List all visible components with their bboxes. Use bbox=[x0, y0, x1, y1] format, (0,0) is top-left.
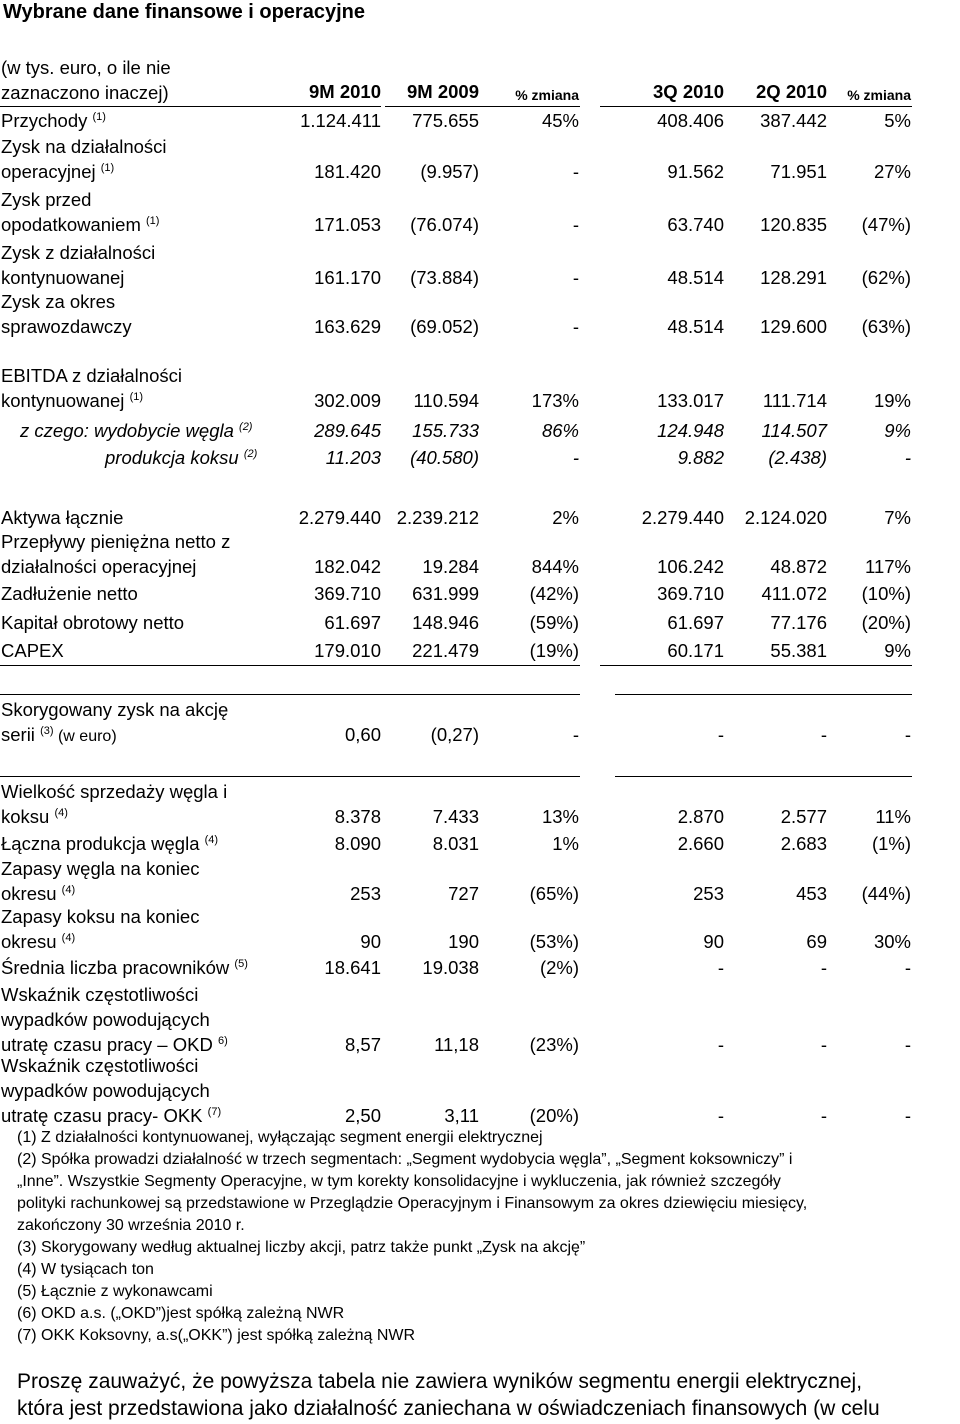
table-cell: 48.872 bbox=[770, 556, 827, 577]
table-cell: 171.053 bbox=[314, 214, 381, 235]
footnote-ref: (1) bbox=[100, 161, 115, 174]
row-label-text: sprawozdawczy bbox=[1, 316, 132, 337]
footnote-ref: (2) bbox=[239, 420, 253, 433]
table-cell: (23%) bbox=[529, 1034, 579, 1055]
table-cell: 408.406 bbox=[657, 110, 724, 131]
row-label bbox=[1, 187, 91, 212]
table-row bbox=[0, 363, 960, 413]
header-rule bbox=[0, 106, 381, 107]
table-cell: 27% bbox=[873, 161, 911, 182]
table-cell: - bbox=[717, 1034, 724, 1055]
table-cell: 117% bbox=[865, 556, 911, 577]
row-label-text: EBITDA z działalności bbox=[1, 365, 182, 386]
table-cell: 90 bbox=[703, 931, 724, 952]
table-cell: 387.442 bbox=[760, 110, 827, 131]
table-cell: 30% bbox=[873, 931, 911, 952]
row-label bbox=[1, 638, 64, 663]
table-cell: 2,50 bbox=[344, 1105, 381, 1126]
table-row bbox=[0, 581, 960, 606]
table-row bbox=[0, 697, 960, 747]
table-row bbox=[0, 638, 960, 663]
row-label bbox=[1, 610, 184, 635]
table-cell: (65%) bbox=[529, 883, 579, 904]
row-label bbox=[1, 804, 68, 829]
row-label bbox=[1, 1053, 198, 1078]
table-cell: 120.835 bbox=[760, 214, 827, 235]
table-cell: 7.433 bbox=[432, 806, 479, 827]
table-cell: 148.946 bbox=[412, 612, 479, 633]
table-row bbox=[0, 240, 960, 290]
table-cell: 369.710 bbox=[314, 583, 381, 604]
table-cell: 114.507 bbox=[761, 420, 827, 441]
row-label-text: Zysk z działalności bbox=[1, 242, 156, 263]
table-cell: 19% bbox=[873, 390, 911, 411]
table-cell: 5% bbox=[884, 110, 911, 131]
table-cell: 8.031 bbox=[432, 833, 479, 854]
table-cell: 61.697 bbox=[324, 612, 381, 633]
footnote-line: (2) Spółka prowadzi działalność w trzech segmentach: „Segment wydobycia węgla”, „Segment koksowniczy” i bbox=[17, 1151, 793, 1168]
table-row bbox=[0, 982, 960, 1057]
row-label-text: serii bbox=[1, 724, 35, 745]
table-cell: (76.074) bbox=[410, 214, 479, 235]
footnote-line: (1) Z działalności kontynuowanej, wyłączając segment energii elektrycznej bbox=[17, 1129, 543, 1146]
table-cell: (19%) bbox=[529, 640, 579, 661]
table-cell: (44%) bbox=[861, 883, 911, 904]
table-cell: (10%) bbox=[861, 583, 911, 604]
table-cell: - bbox=[717, 1105, 724, 1126]
table-cell: - bbox=[572, 267, 579, 288]
table-cell: 2% bbox=[552, 507, 579, 528]
table-cell: 253 bbox=[350, 883, 381, 904]
footnote-ref: (7) bbox=[207, 1105, 222, 1118]
row-label bbox=[1, 856, 199, 881]
row-label bbox=[1, 529, 230, 554]
table-cell: 86% bbox=[541, 420, 579, 441]
row-label-text: Zysk na działalności bbox=[1, 136, 167, 157]
row-label bbox=[1, 955, 248, 980]
table-cell: (20%) bbox=[529, 1105, 579, 1126]
table-cell: 0,60 bbox=[344, 724, 381, 745]
unit-note-line1: (w tys. euro, o ile nie bbox=[1, 57, 171, 78]
row-label-text: wypadków powodujących bbox=[1, 1080, 210, 1101]
table-row bbox=[0, 505, 960, 530]
footnote-ref: (4) bbox=[61, 883, 76, 896]
table-cell: (0,27) bbox=[430, 724, 479, 745]
table-cell: 110.594 bbox=[413, 390, 479, 411]
row-label bbox=[1, 982, 198, 1007]
row-label bbox=[1, 1103, 221, 1128]
row-label-text: Wskaźnik częstotliwości bbox=[1, 1055, 199, 1076]
row-label-text: Łączna produkcja węgla bbox=[1, 833, 200, 854]
table-cell: - bbox=[904, 1105, 911, 1126]
eps-top-rule-left bbox=[0, 694, 580, 695]
table-cell: 124.948 bbox=[657, 420, 724, 441]
table-cell: (63%) bbox=[861, 316, 911, 337]
table-cell: 63.740 bbox=[667, 214, 724, 235]
table-cell: 1% bbox=[552, 833, 579, 854]
table-cell: 2.279.440 bbox=[298, 507, 381, 528]
row-label-text: Wielkość sprzedaży węgla i bbox=[1, 781, 228, 802]
table-cell: 844% bbox=[531, 556, 579, 577]
row-label-text: Przychody bbox=[1, 110, 88, 131]
table-cell: 90 bbox=[360, 931, 381, 952]
page-title: Wybrane dane finansowe i operacyjne bbox=[3, 1, 365, 23]
row-label-text: koksu bbox=[1, 806, 50, 827]
table-header bbox=[0, 55, 960, 105]
col-header-9m2010: 9M 2010 bbox=[309, 81, 381, 102]
table-cell: 11.203 bbox=[325, 447, 381, 468]
footnote-ref: (4) bbox=[204, 833, 219, 846]
table-cell: 8.090 bbox=[334, 833, 381, 854]
row-label bbox=[105, 445, 257, 470]
table-cell: - bbox=[904, 1034, 911, 1055]
table-cell: 775.655 bbox=[412, 110, 479, 131]
table-cell: 2.279.440 bbox=[641, 507, 724, 528]
footnote-line: (6) OKD a.s. („OKD”)jest spółką zależną NWR bbox=[17, 1305, 345, 1322]
table-cell: 727 bbox=[448, 883, 479, 904]
table-cell: - bbox=[717, 724, 724, 745]
table-cell: 48.514 bbox=[667, 267, 724, 288]
col-header-change-9m: % zmiana bbox=[515, 87, 579, 103]
footnote-ref: (4) bbox=[54, 806, 68, 819]
row-label-text: kontynuowanej bbox=[1, 267, 125, 288]
row-label bbox=[1, 108, 106, 133]
table-cell: - bbox=[904, 957, 911, 978]
table-cell: - bbox=[820, 724, 827, 745]
table-cell: 9.882 bbox=[677, 447, 724, 468]
table-cell: 69 bbox=[806, 931, 827, 952]
table-cell: 19.284 bbox=[422, 556, 479, 577]
table-cell: - bbox=[820, 1034, 827, 1055]
table-cell: - bbox=[904, 447, 911, 468]
table-cell: 631.999 bbox=[412, 583, 479, 604]
footnote-ref: (3) bbox=[40, 724, 54, 737]
col-header-9m2009: 9M 2009 bbox=[407, 81, 479, 102]
table-row bbox=[0, 445, 960, 470]
footnote-ref: (4) bbox=[61, 931, 76, 944]
table-cell: - bbox=[820, 957, 827, 978]
table-cell: 182.042 bbox=[314, 556, 381, 577]
table-cell: (47%) bbox=[861, 214, 911, 235]
row-label bbox=[1, 314, 132, 339]
table-cell: 163.629 bbox=[314, 316, 381, 337]
row-label bbox=[1, 159, 114, 184]
row-label-text: wypadków powodujących bbox=[1, 1009, 210, 1030]
row-label-text: Skorygowany zysk na akcję bbox=[1, 699, 229, 720]
row-label-text: Zapasy koksu na koniec bbox=[1, 906, 200, 927]
row-label bbox=[1, 212, 159, 237]
header-rule-mid bbox=[385, 106, 580, 107]
table-cell: 45% bbox=[541, 110, 579, 131]
row-label-text: Aktywa łącznie bbox=[1, 507, 124, 528]
table-cell: - bbox=[717, 957, 724, 978]
table-cell: 173% bbox=[531, 390, 579, 411]
row-label bbox=[1, 363, 182, 388]
row-label bbox=[1, 831, 218, 856]
table-cell: 7% bbox=[884, 507, 911, 528]
footnote-line: polityki rachunkowej są przedstawione w Przeglądzie Operacyjnym i Finansowym za okres dziewięciu miesięcy, bbox=[17, 1195, 808, 1212]
table-cell: 8,57 bbox=[344, 1034, 381, 1055]
table-cell: 161.170 bbox=[314, 267, 381, 288]
table-cell: (20%) bbox=[861, 612, 911, 633]
row-label-text: Zysk za okres bbox=[1, 291, 116, 312]
table-row bbox=[0, 610, 960, 635]
table-cell: 48.514 bbox=[667, 316, 724, 337]
table-cell: 71.951 bbox=[770, 161, 827, 182]
table-cell: (53%) bbox=[529, 931, 579, 952]
capex-rule-left bbox=[0, 665, 580, 666]
row-label-text: Wskaźnik częstotliwości bbox=[1, 984, 199, 1005]
row-label bbox=[1, 881, 75, 906]
table-cell: 11% bbox=[875, 806, 911, 827]
eps-bottom-rule-right bbox=[615, 776, 912, 777]
table-cell: - bbox=[572, 214, 579, 235]
table-cell: 8.378 bbox=[334, 806, 381, 827]
footnote-ref: (1) bbox=[129, 390, 144, 403]
row-label-text: operacyjnej bbox=[1, 161, 96, 182]
closing-line: która jest przedstawiona jako działalność zaniechana w oświadczeniach finansowych (w celu bbox=[17, 1397, 880, 1420]
row-label-text: Przepływy pieniężna netto z bbox=[1, 531, 231, 552]
table-cell: 77.176 bbox=[770, 612, 827, 633]
row-label bbox=[1, 581, 138, 606]
table-cell: 155.733 bbox=[412, 420, 479, 441]
table-row bbox=[0, 955, 960, 980]
row-label-text: działalności operacyjnej bbox=[1, 556, 197, 577]
row-label bbox=[1, 697, 228, 722]
table-cell: 1.124.411 bbox=[300, 110, 381, 131]
col-header-change-q: % zmiana bbox=[847, 87, 911, 103]
row-label bbox=[1, 240, 155, 265]
table-cell: - bbox=[572, 316, 579, 337]
table-row bbox=[0, 831, 960, 856]
row-label bbox=[20, 418, 252, 443]
row-label bbox=[1, 1078, 210, 1103]
row-label-text: okresu bbox=[1, 931, 57, 952]
table-cell: 221.479 bbox=[412, 640, 479, 661]
row-label bbox=[1, 505, 123, 530]
row-label-text: opodatkowaniem bbox=[1, 214, 141, 235]
eps-top-rule-right bbox=[615, 694, 912, 695]
table-cell: (69.052) bbox=[410, 316, 479, 337]
table-cell: 2.660 bbox=[677, 833, 724, 854]
table-cell: (42%) bbox=[529, 583, 579, 604]
row-label-text: okresu bbox=[1, 883, 57, 904]
table-cell: (2%) bbox=[539, 957, 579, 978]
table-cell: 106.242 bbox=[657, 556, 724, 577]
row-label-text: CAPEX bbox=[1, 640, 64, 661]
table-cell: (62%) bbox=[861, 267, 911, 288]
table-cell: - bbox=[572, 724, 579, 745]
table-cell: 2.124.020 bbox=[744, 507, 827, 528]
table-row bbox=[0, 289, 960, 339]
table-cell: - bbox=[904, 724, 911, 745]
row-label bbox=[1, 1007, 210, 1032]
table-cell: 253 bbox=[693, 883, 724, 904]
table-row bbox=[0, 856, 960, 906]
table-cell: 9% bbox=[884, 640, 911, 661]
row-label-text: Zapasy węgla na koniec bbox=[1, 858, 200, 879]
row-label bbox=[1, 779, 227, 804]
table-cell: 128.291 bbox=[760, 267, 827, 288]
row-label-text: Średnia liczba pracowników bbox=[1, 957, 230, 978]
table-cell: 411.072 bbox=[761, 583, 827, 604]
table-cell: 129.600 bbox=[760, 316, 827, 337]
col-header-2q2010: 2Q 2010 bbox=[756, 81, 827, 102]
row-label-text: Zadłużenie netto bbox=[1, 583, 138, 604]
table-cell: 2.239.212 bbox=[396, 507, 479, 528]
table-cell: (73.884) bbox=[410, 267, 479, 288]
table-cell: (1%) bbox=[871, 833, 911, 854]
table-row bbox=[0, 108, 960, 133]
unit-suffix: (w euro) bbox=[53, 728, 117, 745]
table-cell: 11,18 bbox=[434, 1034, 479, 1055]
table-cell: - bbox=[572, 447, 579, 468]
table-cell: 91.562 bbox=[667, 161, 724, 182]
row-label bbox=[1, 554, 196, 579]
table-cell: 13% bbox=[541, 806, 579, 827]
row-label-text: kontynuowanej bbox=[1, 390, 125, 411]
row-label-text: produkcja koksu bbox=[105, 447, 239, 468]
table-cell: 302.009 bbox=[314, 390, 381, 411]
footnote-line: (7) OKK Koksovny, a.s(„OKK”) jest spółką zależną NWR bbox=[17, 1327, 416, 1344]
table-row bbox=[0, 529, 960, 579]
table-cell: 2.683 bbox=[780, 833, 827, 854]
capex-rule-right bbox=[600, 665, 912, 666]
eps-bottom-rule-left bbox=[0, 776, 580, 777]
table-row bbox=[0, 1053, 960, 1128]
footnote-line: „Inne”. Wszystkie Segmenty Operacyjne, w tym korekty konsolidacyjne i wykluczenia, jak również szczegóły bbox=[17, 1173, 781, 1190]
table-cell: 179.010 bbox=[314, 640, 381, 661]
row-label-text: z czego: wydobycie węgla bbox=[20, 420, 234, 441]
closing-line: Proszę zauważyć, że powyższa tabela nie zawiera wyników segmentu energii elektrycznej, bbox=[17, 1370, 863, 1393]
footnote-ref: (2) bbox=[243, 447, 258, 460]
table-cell: 190 bbox=[448, 931, 479, 952]
row-label bbox=[1, 722, 117, 749]
table-cell: 181.420 bbox=[314, 161, 381, 182]
footnote-ref: (1) bbox=[92, 110, 106, 123]
table-cell: 453 bbox=[796, 883, 827, 904]
table-cell: 18.641 bbox=[324, 957, 381, 978]
footnote-line: (5) Łącznie z wykonawcami bbox=[17, 1283, 213, 1300]
table-cell: 9% bbox=[884, 420, 911, 441]
footnote-ref: (1) bbox=[146, 214, 160, 227]
table-row bbox=[0, 904, 960, 954]
row-label-text: utratę czasu pracy – OKD bbox=[1, 1034, 213, 1055]
table-cell: 60.171 bbox=[667, 640, 724, 661]
table-cell: 133.017 bbox=[657, 390, 724, 411]
row-label bbox=[1, 134, 167, 159]
table-cell: 55.381 bbox=[770, 640, 827, 661]
row-label bbox=[1, 265, 124, 290]
footnote-line: (3) Skorygowany według aktualnej liczby akcji, patrz także punkt „Zysk na akcję” bbox=[17, 1239, 586, 1256]
row-label bbox=[1, 904, 199, 929]
table-cell: 369.710 bbox=[657, 583, 724, 604]
footnote-line: (4) W tysiącach ton bbox=[17, 1261, 154, 1278]
table-cell: (40.580) bbox=[410, 447, 479, 468]
table-row bbox=[0, 134, 960, 184]
table-cell: (9.957) bbox=[420, 161, 479, 182]
footnote-ref: (5) bbox=[234, 957, 248, 970]
table-cell: - bbox=[572, 161, 579, 182]
table-cell: 289.645 bbox=[314, 420, 381, 441]
header-rule-right bbox=[600, 106, 912, 107]
table-cell: 2.870 bbox=[677, 806, 724, 827]
table-cell: (59%) bbox=[529, 612, 579, 633]
row-label bbox=[1, 929, 75, 954]
row-label bbox=[1, 388, 143, 413]
footnote-ref: 6) bbox=[217, 1034, 228, 1047]
table-row bbox=[0, 187, 960, 237]
table-cell: 2.577 bbox=[780, 806, 827, 827]
col-header-3q2010: 3Q 2010 bbox=[653, 81, 724, 102]
row-label-text: utratę czasu pracy- OKK bbox=[1, 1105, 203, 1126]
table-cell: (2.438) bbox=[768, 447, 827, 468]
row-label bbox=[1, 289, 115, 314]
row-label-text: Kapitał obrotowy netto bbox=[1, 612, 185, 633]
table-cell: 111.714 bbox=[762, 390, 827, 411]
unit-note-line2: zaznaczono inaczej) bbox=[1, 82, 169, 103]
table-cell: - bbox=[820, 1105, 827, 1126]
table-row bbox=[0, 779, 960, 829]
row-label-text: Zysk przed bbox=[1, 189, 92, 210]
table-cell: 19.038 bbox=[422, 957, 479, 978]
table-cell: 61.697 bbox=[667, 612, 724, 633]
table-row bbox=[0, 418, 960, 443]
footnote-line: zakończony 30 września 2010 r. bbox=[17, 1217, 245, 1234]
table-cell: 3,11 bbox=[444, 1105, 479, 1126]
